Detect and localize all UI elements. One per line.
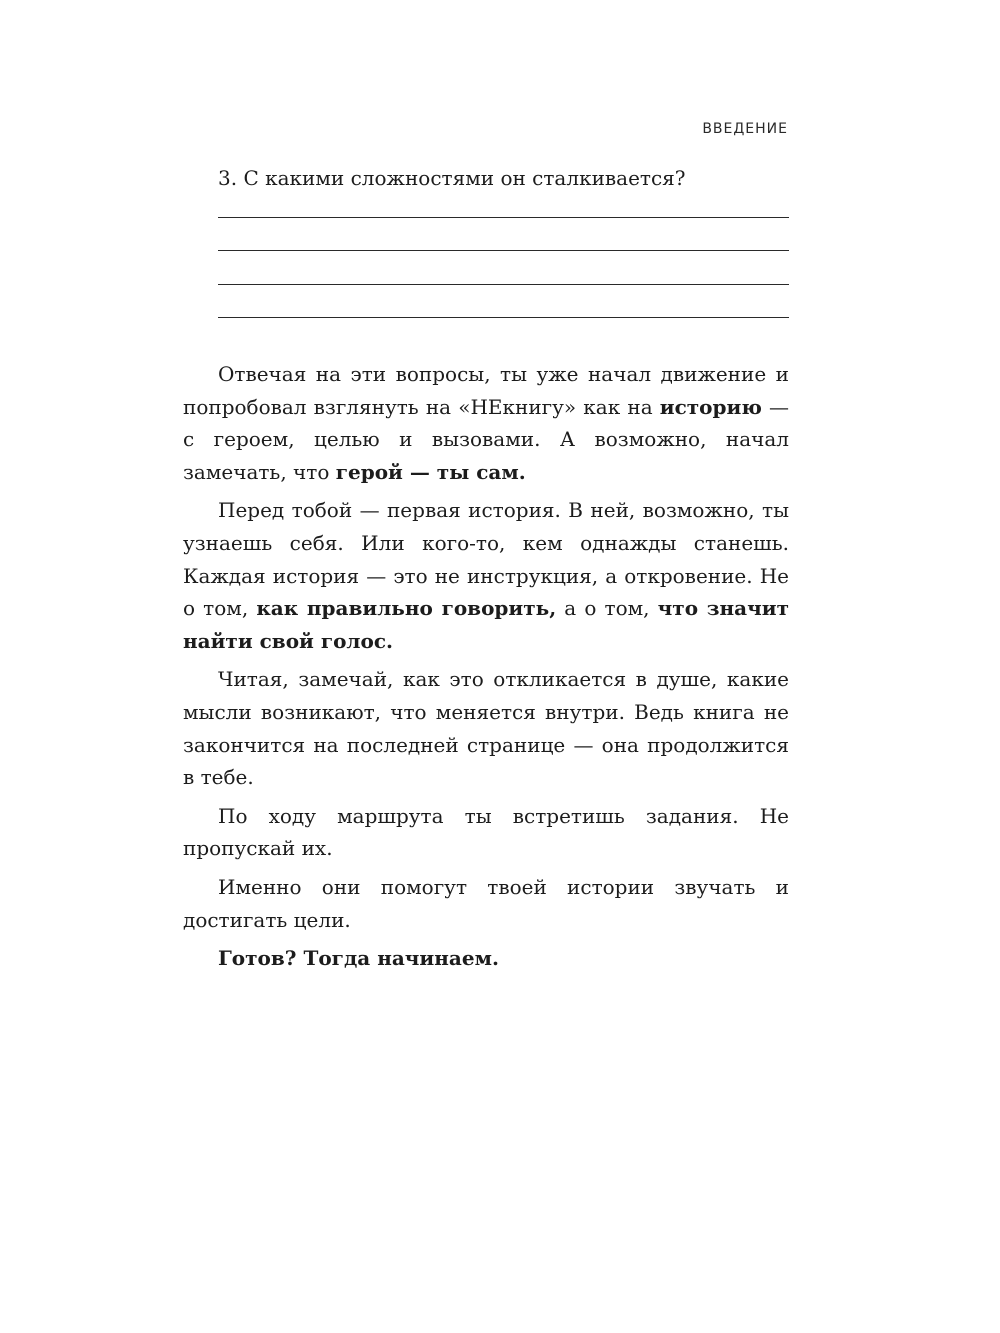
paragraph [183, 871, 789, 936]
paragraph [183, 358, 789, 488]
emphasis-text: Готов? Тогда начинаем. [218, 946, 499, 971]
text-segment: Именно они помогут твоей истории звучать и достигать цели. [183, 874, 789, 932]
paragraph [183, 663, 789, 793]
text-segment: а о том, [556, 596, 658, 621]
answer-line [218, 284, 789, 285]
answer-line [218, 217, 789, 218]
text-segment: Читая, замечай, как это откликается в душе, какие мысли возникают, что меняется внутри. Ведь книга не закончится на последней странице — она продолжится в тебе. [183, 667, 789, 790]
text-segment: По ходу маршрута ты встретишь задания. Не пропускай их. [183, 803, 789, 861]
text-segment: Отвечая на эти вопросы, ты уже начал движение и попробовал взглянуть на «НЕкнигу» как на [183, 362, 789, 419]
question-prompt: 3. С какими сложностями он сталкивается? [218, 166, 686, 190]
emphasis-text: что значит найти свой голос. [183, 596, 789, 653]
text-segment: Перед тобой — первая история. В ней, возможно, ты узнаешь себя. Или кого-то, кем однажды станешь. Каждая история — это не инструкция, а откровение. Не о том, [183, 498, 789, 621]
text-segment: — с героем, целью и вызовами. А возможно, начал замечать, что [183, 394, 790, 484]
answer-line [218, 250, 789, 251]
emphasis-text: историю [659, 394, 762, 419]
emphasis-text: как правильно говорить, [256, 596, 557, 621]
paragraph [183, 942, 789, 975]
emphasis-text: герой — ты сам. [335, 459, 526, 484]
running-header: ВВЕДЕНИЕ [702, 121, 788, 137]
paragraph [183, 494, 789, 657]
paragraph [183, 800, 789, 865]
body-text [183, 358, 789, 975]
answer-line [218, 317, 789, 318]
